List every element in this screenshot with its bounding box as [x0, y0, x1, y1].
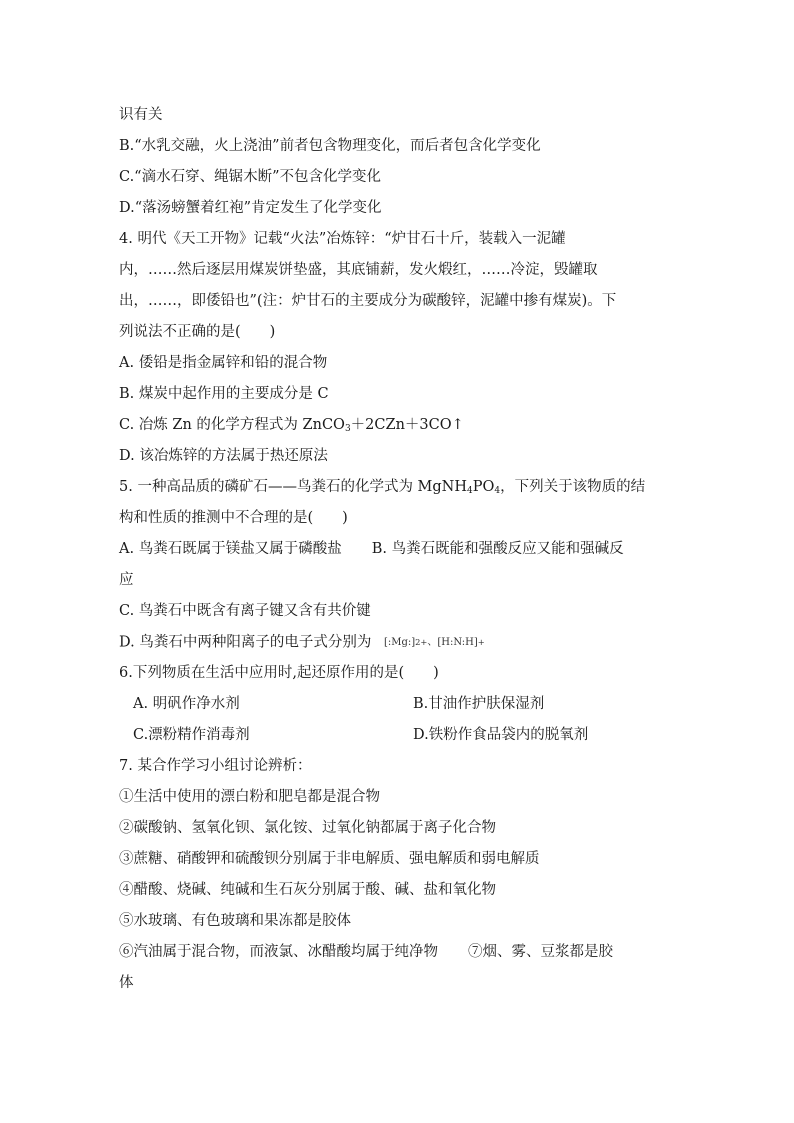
stem-text: 5. 一种高品质的磷矿石——鸟粪石的化学式为 MgNH: [119, 479, 468, 495]
option-c: C.漂粉精作消毒剂: [133, 727, 250, 743]
statement-2: ②碳酸钠、氢氧化钡、氯化铵、过氧化钠都属于离子化合物: [119, 820, 496, 836]
option-c: C.“滴水石穿、绳锯木断”不包含化学变化: [119, 169, 382, 185]
option-c: C. 鸟粪石中既含有离子键又含有共价键: [119, 603, 371, 619]
subscript: 4: [494, 486, 501, 496]
question-4-stem: 内，……然后逐层用煤炭饼垫盛，其底铺薪，发火煅红，……冷淀，毁罐取: [119, 262, 598, 278]
option-b: B. 鸟粪石既能和强酸反应又能和强碱反: [371, 541, 624, 557]
statement-row: [119, 937, 679, 968]
charge: +: [477, 637, 485, 647]
stem-text: PO: [472, 479, 495, 495]
option-b-cont: 应: [119, 572, 134, 588]
option-d: D.铁粉作食品袋内的脱氧剂: [413, 727, 589, 743]
option-a: A. 鸟粪石既属于镁盐又属于磷酸盐: [119, 541, 342, 557]
stem-text: ，下列关于该物质的结: [500, 479, 646, 495]
ammonium-formula: 、[H:N:H]: [427, 637, 478, 648]
exam-page: [119, 100, 679, 999]
option-d: D.“落汤螃蟹着红袍”肯定发生了化学变化: [119, 200, 382, 216]
option-b: B.甘油作护肤保湿剂: [413, 696, 545, 712]
option-b: B.“水乳交融，火上浇油”前者包含物理变化，而后者包含化学变化: [119, 138, 541, 154]
subscript: 4: [467, 486, 473, 496]
option-row: [119, 534, 679, 565]
option-row: [119, 720, 679, 751]
equation-text: ＋2CZn＋3CO↑: [350, 417, 464, 433]
option-c: [119, 410, 679, 441]
statement-6: ⑥汽油属于混合物，而液氯、冰醋酸均属于纯净物: [119, 944, 438, 960]
mg-ion-formula: [:Mg:]: [383, 637, 416, 648]
statement-7: ⑦烟、雾、豆浆都是胶: [468, 944, 613, 960]
text-line: 识有关: [119, 107, 163, 123]
option-d-text: D. 鸟粪石中两种阳离子的电子式分别为: [119, 634, 372, 651]
question-4-stem: 4. 明代《天工开物》记载“火法”冶炼锌：“炉甘石十斤，装载入一泥罐: [119, 231, 566, 247]
option-d: D. 该冶炼锌的方法属于热还原法: [119, 448, 328, 464]
electron-formula: [384, 627, 485, 658]
subscript: 3: [344, 424, 351, 434]
option-b: B. 煤炭中起作用的主要成分是 C: [119, 386, 329, 402]
option-d: [119, 627, 679, 658]
option-row: [119, 689, 679, 720]
option-a: A. 明矾作净水剂: [133, 696, 240, 712]
question-5-stem: 构和性质的推测中不合理的是( ): [119, 510, 348, 526]
statement-7-cont: 体: [119, 975, 134, 991]
charge: 2+: [415, 637, 428, 647]
question-4-stem: 出，……，即倭铅也”(注：炉甘石的主要成分为碳酸锌，泥罐中掺有煤炭)。下: [119, 293, 617, 309]
statement-3: ③蔗糖、硝酸钾和硫酸钡分别属于非电解质、强电解质和弱电解质: [119, 851, 540, 867]
question-7-stem: 7. 某合作学习小组讨论辨析：: [119, 758, 312, 774]
question-4-stem: 列说法不正确的是( ): [119, 324, 276, 340]
statement-4: ④醋酸、烧碱、纯碱和生石灰分别属于酸、碱、盐和氧化物: [119, 882, 496, 898]
option-a: A. 倭铅是指金属锌和铅的混合物: [119, 355, 328, 371]
question-5-stem: [119, 472, 679, 503]
equation-text: C. 冶炼 Zn 的化学方程式为 ZnCO: [119, 417, 345, 433]
statement-1: ①生活中使用的漂白粉和肥皂都是混合物: [119, 789, 380, 805]
statement-5: ⑤水玻璃、有色玻璃和果冻都是胶体: [119, 913, 351, 929]
question-6-stem: 6.下列物质在生活中应用时,起还原作用的是( ): [119, 665, 439, 681]
